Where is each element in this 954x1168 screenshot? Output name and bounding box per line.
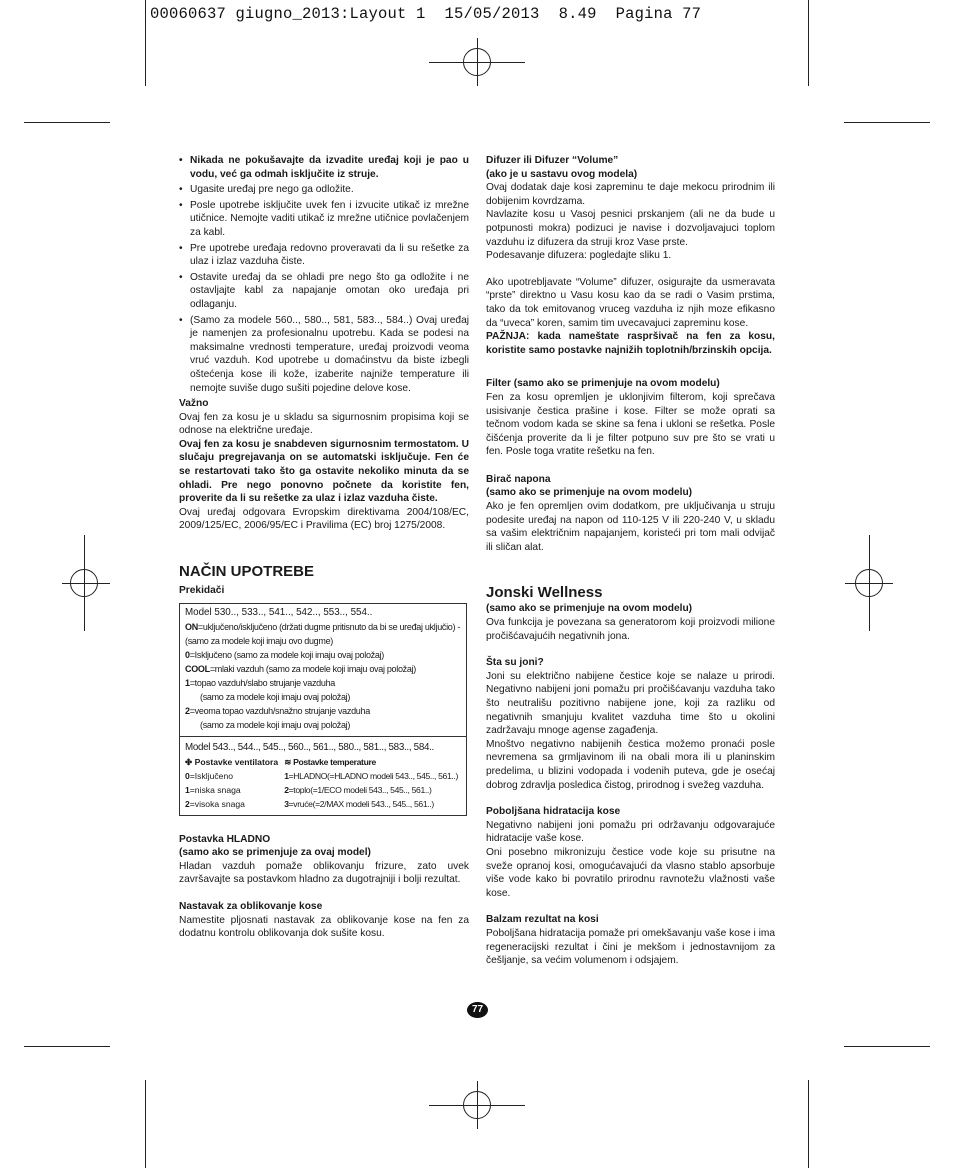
key-description: =topao vazduh/slabo strujanje vazduha: [189, 677, 335, 688]
paragraph-bold: Ovaj fen za kosu je snabdeven sigurnosnim termostatom. U slučaju pregrejavanja on se automatski isključuje. Fen će se restartovati tako što ga ostavite nekoliko minuta da se ohladi. Pre nego ponovno počnete da koristite fen, proverite da li su rešetke za ulaz i izlaz vazduha čiste.: [179, 438, 469, 505]
crop-mark: [24, 1046, 110, 1047]
key-label: 3: [284, 798, 289, 809]
crop-mark: [145, 1080, 146, 1168]
key-label: 2: [284, 784, 289, 795]
key-label: 0: [185, 770, 190, 781]
section-heading: Difuzer ili Difuzer “Volume”: [486, 155, 619, 166]
crop-mark: [844, 122, 930, 123]
section-heading: Filter (samo ako se primenjuje na ovom modelu): [486, 378, 720, 390]
key-label: 2: [185, 705, 190, 716]
safety-bullet: • Nikada ne pokušavajte da izvadite uređaj koji je pao u vodu, već ga odmah isključite iz struje.: [179, 154, 469, 181]
section-heading: Prekidači: [179, 585, 225, 597]
right-column: [486, 154, 775, 968]
key-label: 1: [185, 677, 190, 688]
key-description: =visoka snaga: [189, 798, 245, 809]
paragraph: Ovaj uređaj odgovara Evropskim direktivama 2004/108/EC, 2009/125/EC, 2006/95/EC i Pravilima (EC) broj 1275/2008.: [179, 506, 469, 532]
section-heading: Šta su joni?: [486, 657, 544, 669]
key-description: =Isključeno: [189, 770, 234, 781]
safety-bullet: • (Samo za modele 560.., 580.., 581, 583.., 584..) Ovaj uređaj je namenjen za profesionalnu upotrebu. Kada se podesi na maksimalne vrednosti temperature, uređaj proizvodi veoma vruć vazduh. Kod upotrebe u domaćinstvu da biste izbegli oštećenja kose ili kože, izaberite najniže temperature ili nemojte suviše dugo sušiti pojedine delove kose.: [179, 314, 469, 396]
paragraph: Negativno nabijeni joni pomažu pri održavanju odgovarajuće hidratacije vaše kose.: [486, 819, 775, 845]
crop-mark: [808, 0, 809, 86]
paragraph: Fen za kosu opremljen je uklonjivim filterom, koji sprečava usisivanje čestica prašine i kose. Filter se može oprati sa tečnom vodom kada se skine sa fena i ukloni se rešetka. Posle čišćenja proverite da li je filter potpuno suv pre što se vrati u fen. Posle toga vratite rešetku na fen.: [486, 391, 775, 458]
safety-bullet: • Posle upotrebe isključite uvek fen i izvucite utikač iz mrežne utičnice. Nemojte vaditi utikač iz mrežne utičnice povlačenjem za kabl.: [179, 199, 469, 240]
key-note: (samo za modele koji imaju ovaj položaj): [200, 719, 351, 730]
section-subheading: (samo ako se primenjuje na ovom modelu): [486, 487, 693, 499]
section-heading: Birač napona: [486, 473, 551, 485]
page-number: 77: [467, 1002, 488, 1018]
section-subheading: (ako je u sastavu ovog modela): [486, 168, 638, 180]
paragraph: Ako upotrebljavate “Volume” difuzer, osigurajte da usmeravata “prste” direktno u Vasu kosu kao da se radi o Vasim prstima, tako da tok emitovanog vruceg vazduha iz njih moze efikasno da “uveca” koren, samim tim uvecavajuci zapreminu kose.: [486, 276, 775, 329]
paragraph: Namestite pljosnati nastavak za oblikovanje kose na fen za dodatnu kontrolu oblikovanja dok sušite kosu.: [179, 914, 469, 940]
section-heading: Nastavak za oblikovanje kose: [179, 901, 323, 912]
safety-bullet: • Ugasite uređaj pre nego ga odložite.: [179, 183, 469, 197]
key-description: =vruće(=2/MAX modeli 543.., 545.., 561..): [288, 798, 434, 809]
paragraph: Joni su električno nabijene čestice koje se nalaze u prirodi. Negativno nabijeni joni pomažu pri pročišćavanju vazduha tako što neutrališu pozitivno nabijene jone, koji za razliku od negativnih smanjuju kvalitet vazduha time što u okolini zadržavaju mnoge agense zagađenja.: [486, 670, 775, 737]
key-description: =mlaki vazduh (samo za modele koji imaju ovaj položaj): [209, 663, 416, 674]
section-heading: Balzam rezultat na kosi: [486, 914, 599, 926]
paragraph: Ova funkcija je povezana sa generatorom koji proizvodi milione pročišćavajućih negativnih jona.: [486, 617, 775, 642]
safety-bullet: • Ostavite uređaj da se ohladi pre nego što ga odložite i ne ostavljajte kabl za napajanje omotan oko uređaja pri odlaganju.: [179, 271, 469, 312]
section-title: Jonski Wellness: [486, 584, 603, 602]
key-label: 1: [284, 770, 289, 781]
model-list: Model 543.., 544.., 545.., 560.., 561.., 580.., 581.., 583.., 584..: [185, 741, 434, 753]
fan-settings-heading: Postavke ventilatora: [194, 756, 279, 767]
key-description: =Isključeno (samo za modele koji imaju ovaj položaj): [189, 649, 384, 660]
crop-mark: [145, 0, 146, 86]
section-heading: Važno: [179, 398, 209, 410]
key-label: 0: [185, 649, 190, 660]
safety-bullet: • Pre upotrebe uređaja redovno proveravati da li su rešetke za ulaz i izlaz vazduha čiste.: [179, 242, 469, 269]
key-description: =HLADNO(=HLADNO modeli 543.., 545.., 561..): [288, 770, 458, 781]
key-note: (samo za modele koji imaju ovaj položaj): [200, 691, 351, 702]
paragraph: Mnoštvo negativno nabijenih čestica možemo pronaći posle nevremena sa grmljavinom ili na obali mora ili u planinskim predelima, u blizini vodopada i vodenih puteva, gde je osećaj dobrog zdravlja posledica čistog, prirodnog i svežeg vazduha.: [486, 738, 775, 791]
section-heading: Poboljšana hidratacija kose: [486, 806, 621, 818]
section-subheading: (samo ako se primenjuje na ovom modelu): [486, 603, 693, 615]
paragraph: Ako je fen opremljen ovim dodatkom, pre uključivanja u struju podesite uređaj na napon od 110-125 V ili 220-240 V, u skladu sa vašim električnim napajanjem, koristeći pri tom mali odvijač ili sličan alat.: [486, 501, 775, 553]
key-label: COOL: [185, 663, 210, 674]
switch-settings-table: [179, 603, 467, 816]
section-subheading: (samo ako se primenjuje za ovaj model): [179, 847, 371, 859]
key-label: 2: [185, 798, 190, 809]
page-title: NAČIN UPOTREBE: [179, 563, 315, 581]
print-slug: 00060637 giugno_2013:Layout 1 15/05/2013 8.49 Pagina 77: [150, 5, 702, 23]
paragraph: Ovaj dodatak daje kosi zapreminu te daje mekocu prirodnim ili dobijenim kovrdzama.: [486, 182, 775, 207]
paragraph: Oni posebno mikronizuju čestice vode koje su prisutne na sveže opranoj kosi, omogućavajući da vlasno stablo apsorbuje više vode kako bi povratilo prirodnu ravnotežu vlažnosti vaše kose.: [486, 846, 775, 899]
paragraph: Hladan vazduh pomaže oblikovanju frizure, zato uvek završavajte sa postavkom hladno za dugotrajniji i bolji rezultat.: [179, 860, 469, 886]
switch-table-part-2: [180, 737, 466, 815]
key-description: =toplo(=1/ECO modeli 543.., 545.., 561..): [288, 784, 432, 795]
crop-mark: [844, 1046, 930, 1047]
left-column: [179, 154, 469, 941]
crop-mark: [24, 122, 110, 123]
paragraph: Navlazite kosu u Vasoj pesnici prskanjem (ali ne da bude u potpunosti mokra) podizuci je navise i dozvoljavajuci toplom vazduhu iz difuzera da struji kroz Vase prste.: [486, 209, 775, 248]
key-description: =veoma topao vazduh/snažno strujanje vazduha: [189, 705, 370, 716]
paragraph: Podesavanje difuzera: pogledajte sliku 1.: [486, 250, 672, 262]
key-description: =uključeno/isključeno (držati dugme pritisnuto da bi se uređaj uključio) - (samo za modele koji imaju ovo dugme): [185, 621, 461, 646]
temperature-settings-heading: Postavke temperature: [293, 756, 376, 767]
key-description: =niska snaga: [189, 784, 241, 795]
section-heading: Postavka HLADNO: [179, 833, 271, 845]
heat-icon: ≋: [284, 756, 294, 767]
model-list: Model 530.., 533.., 541.., 542.., 553.., 554..: [185, 606, 373, 618]
fan-icon: ✤: [185, 756, 195, 767]
switch-table-part-1: [180, 604, 466, 737]
paragraph: Ovaj fen za kosu je u skladu sa sigurnosnim propisima koji se odnose na električne uređaje.: [179, 411, 469, 437]
key-label: ON: [185, 621, 198, 632]
warning-paragraph: PAŽNJA: kada nameštate raspršivač na fen za kosu, koristite samo postavke najnižih toplotnih/brzinskih opcija.: [486, 331, 775, 356]
paragraph: Poboljšana hidratacija pomaže pri omekšavanju vaše kose i ima regeneracijski rezultat i čini je mekšom i jednostavnijom za češljanje, sa većim volumenom i odsjajem.: [486, 927, 775, 967]
key-label: 1: [185, 784, 190, 795]
crop-mark: [808, 1080, 809, 1168]
